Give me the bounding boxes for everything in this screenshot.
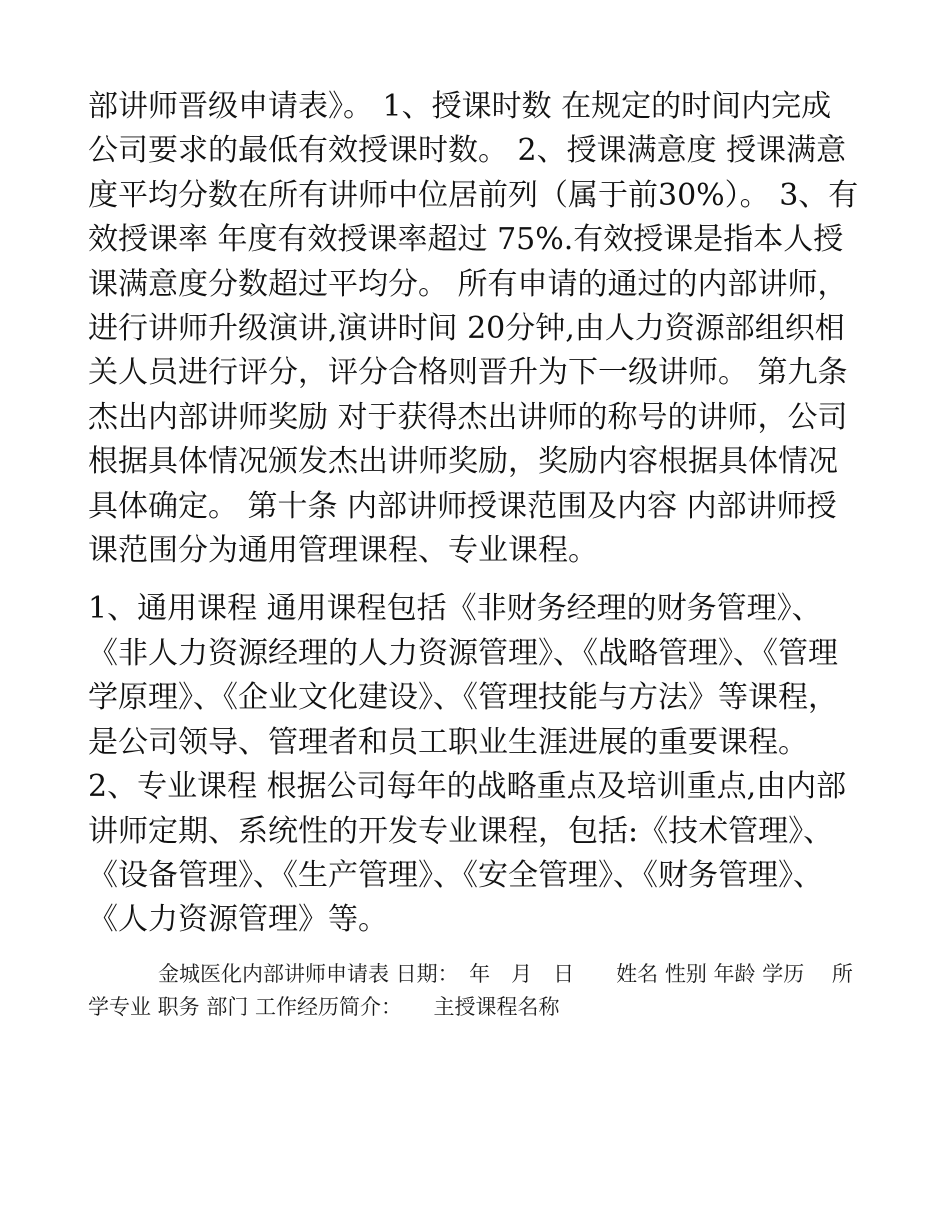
body-paragraph-1: 部讲师晋级申请表》。 1、授课时数 在规定的时间内完成公司要求的最低有效授课时数。 2、授课满意度 授课满意度平均分数在所有讲师中位居前列（属于前30%）。 3、有效授课率 年度有效授课率超过 75%.有效授课是指本人授课满意度分数超过平均分。 所有申请的通过的内部讲师，进行讲师升级演讲,演讲时间 20分钟,由人力资源部组织相关人员进行评分，评分合格则晋升为下一级讲师。 第九条 杰出内部讲师奖励 对于获得杰出讲师的称号的讲师，公司根据具体情况颁发杰出讲师奖励，奖励内容根据具体情况具体确定。 第十条 内部讲师授课范围及内容 内部讲师授课范围分为通用管理课程、专业课程。 bbox=[88, 89, 859, 569]
body-paragraph-2: 1、通用课程 通用课程包括《非财务经理的财务管理》、《非人力资源经理的人力资源管理》、《战略管理》、《管理学原理》、《企业文化建设》、《管理技能与方法》等课程，是公司领导、管理者和员工职业生涯进展的重要课程。 2、专业课程 根据公司每年的战略重点及培训重点,由内部讲师定期、系统性的开发专业课程，包括:《技术管理》、《设备管理》、《生产管理》、《安全管理》、《财务管理》、《人力资源管理》等。 bbox=[88, 591, 847, 938]
document-page bbox=[88, 85, 860, 1024]
application-form-line: 金城医化内部讲师申请表 日期： 年 月 日 姓名 性别 年龄 学历 所学专业 职务 部门 工作经历简介： 主授课程名称 bbox=[88, 961, 853, 1019]
